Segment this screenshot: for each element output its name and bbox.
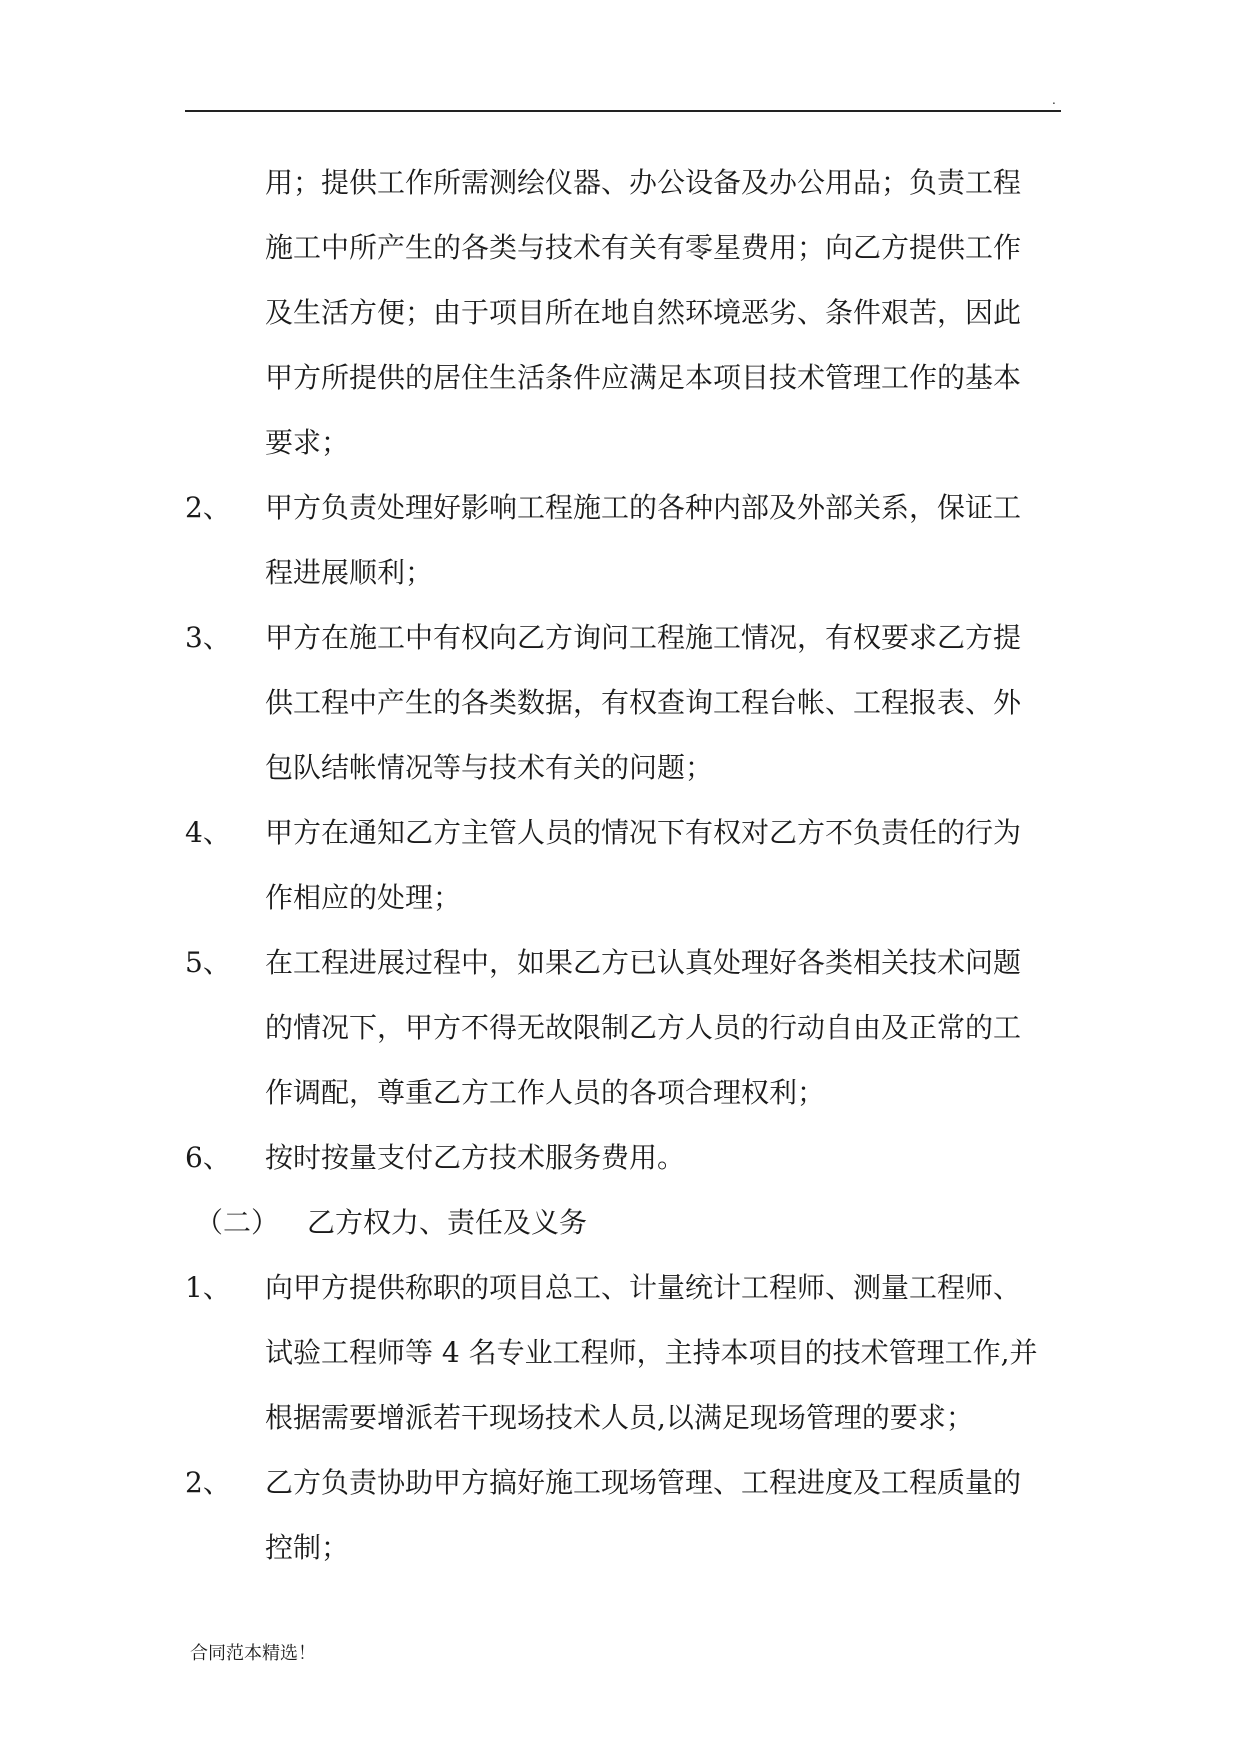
item-text: 在工程进展过程中，如果乙方已认真处理好各类相关技术问题: [265, 946, 1022, 979]
text-line: [185, 410, 1061, 475]
item-text: 施工中所产生的各类与技术有关有零星费用；向乙方提供工作: [265, 231, 1022, 264]
header-rule: [185, 110, 1061, 112]
text-line: [185, 1450, 1061, 1515]
section-number: （二）: [195, 1206, 280, 1239]
text-line: [185, 1125, 1061, 1190]
item-text: 试验工程师等 4 名专业工程师，主持本项目的技术管理工作,并: [265, 1336, 1038, 1369]
item-number: 3、: [185, 621, 231, 654]
item-text: 作调配，尊重乙方工作人员的各项合理权利；: [265, 1076, 826, 1109]
item-text: 乙方负责协助甲方搞好施工现场管理、工程进度及工程质量的: [265, 1466, 1022, 1499]
text-line: [185, 215, 1061, 280]
item-number: 4、: [185, 816, 231, 849]
item-text: 包队结帐情况等与技术有关的问题；: [265, 751, 714, 784]
text-line: [185, 865, 1061, 930]
item-text: 用；提供工作所需测绘仪器、办公设备及办公用品；负责工程: [265, 166, 1022, 199]
text-line: [185, 605, 1061, 670]
item-text: 要求；: [265, 426, 350, 459]
text-line: [185, 670, 1061, 735]
item-text: 甲方在施工中有权向乙方询问工程施工情况，有权要求乙方提: [265, 621, 1022, 654]
item-text: 按时按量支付乙方技术服务费用。: [265, 1141, 686, 1174]
section-title: 乙方权力、责任及义务: [307, 1206, 588, 1239]
item-number: 5、: [185, 946, 231, 979]
text-line: [185, 1385, 1061, 1450]
item-text: 供工程中产生的各类数据，有权查询工程台帐、工程报表、外: [265, 686, 1022, 719]
item-text: 向甲方提供称职的项目总工、计量统计工程师、测量工程师、: [265, 1271, 1022, 1304]
page-footer: 合同范本精选！: [190, 1643, 316, 1664]
item-text: 根据需要增派若干现场技术人员,以满足现场管理的要求；: [265, 1401, 974, 1434]
item-text: 及生活方便；由于项目所在地自然环境恶劣、条件艰苦，因此: [265, 296, 1022, 329]
section-heading: [185, 1190, 1061, 1255]
item-text: 甲方负责处理好影响工程施工的各种内部及外部关系，保证工: [265, 491, 1022, 524]
text-line: [185, 735, 1061, 800]
text-line: [185, 930, 1061, 995]
item-number: 2、: [185, 491, 231, 524]
text-line: [185, 1255, 1061, 1320]
item-text: 甲方所提供的居住生活条件应满足本项目技术管理工作的基本: [265, 361, 1022, 394]
text-line: [185, 995, 1061, 1060]
item-text: 的情况下，甲方不得无故限制乙方人员的行动自由及正常的工: [265, 1011, 1022, 1044]
text-line: [185, 280, 1061, 345]
text-line: [185, 345, 1061, 410]
text-line: [185, 1515, 1061, 1580]
header-mark: .: [1052, 93, 1056, 107]
item-text: 作相应的处理；: [265, 881, 462, 914]
text-line: [185, 540, 1061, 605]
item-number: 1、: [185, 1271, 231, 1304]
text-line: [185, 1060, 1061, 1125]
document-body: [185, 150, 1061, 1580]
text-line: [185, 1320, 1061, 1385]
text-line: [185, 150, 1061, 215]
item-text: 甲方在通知乙方主管人员的情况下有权对乙方不负责任的行为: [265, 816, 1022, 849]
item-text: 程进展顺利；: [265, 556, 434, 589]
item-number: 6、: [185, 1141, 231, 1174]
item-text: 控制；: [265, 1531, 350, 1564]
text-line: [185, 800, 1061, 865]
text-line: [185, 475, 1061, 540]
item-number: 2、: [185, 1466, 231, 1499]
